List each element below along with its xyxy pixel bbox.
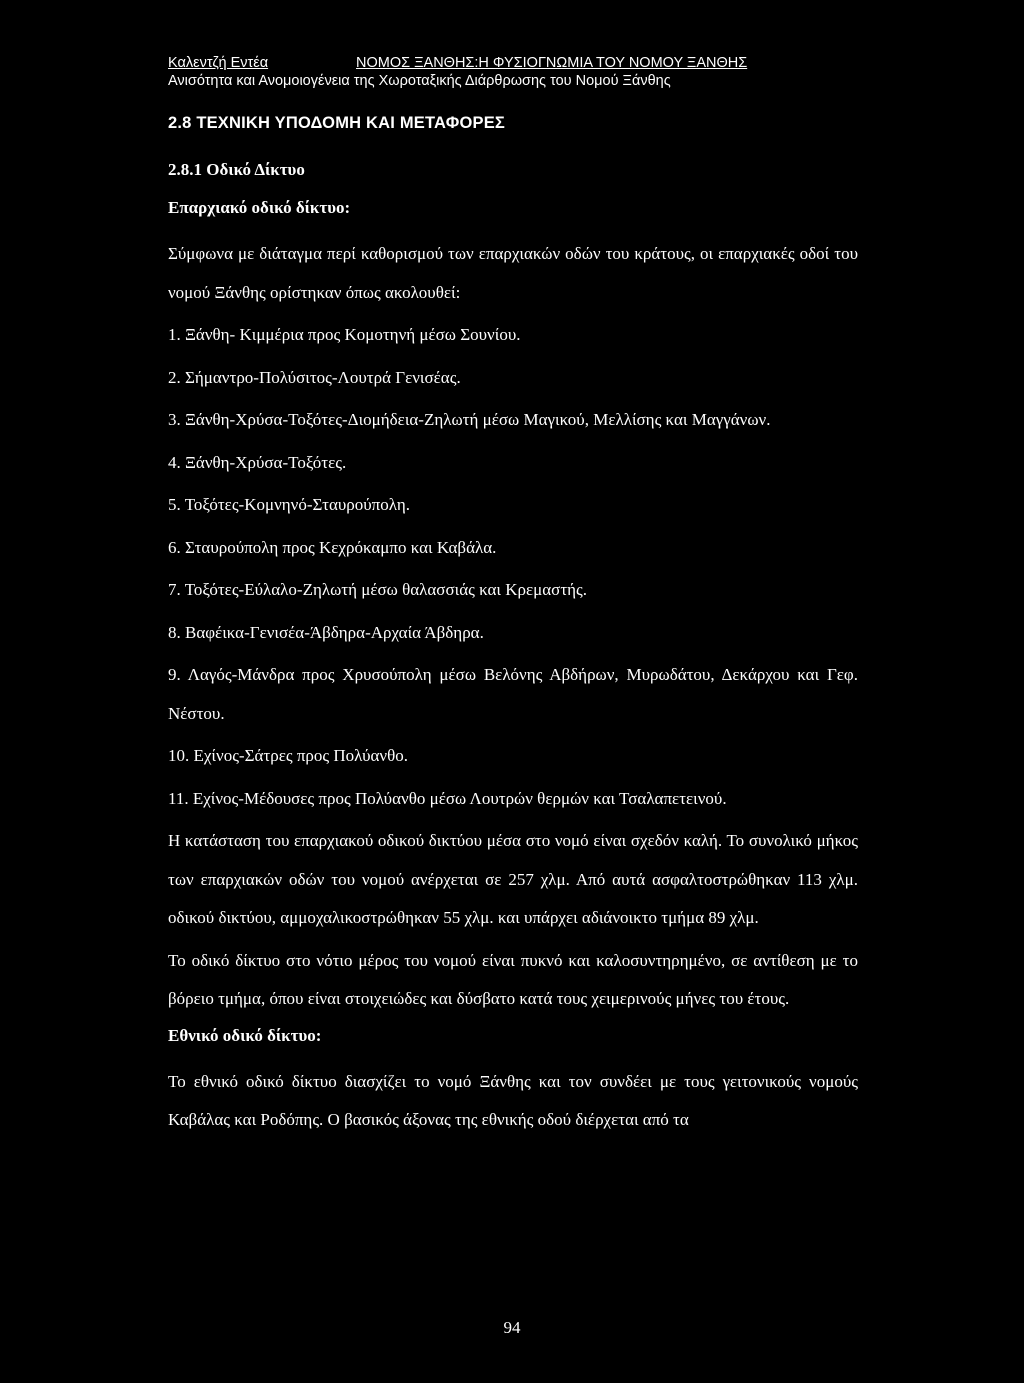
road-item: 4. Ξάνθη-Χρύσα-Τοξότες. <box>168 452 347 472</box>
road-item: 3. Ξάνθη-Χρύσα-Τοξότες-Διομήδεια-Ζηλωτή μέσω Μαγικού, Μελλίσης και Μαγγάνων. <box>168 410 771 429</box>
road-item: 10. Εχίνος-Σάτρες προς Πολύανθο. <box>168 746 408 765</box>
road-item: 11. Εχίνος-Μέδουσες προς Πολύανθο μέσω Λουτρών θερμών και Τσαλαπετεινού. <box>168 788 727 808</box>
header-document-title: ΝΟΜΟΣ ΞΑΝΘΗΣ:Η ΦΥΣΙΟΓΝΩΜΙΑ ΤΟΥ ΝΟΜΟΥ ΞΑΝΘΗΣ <box>356 55 748 71</box>
subsection-title: 2.8.1 Οδικό Δίκτυο <box>168 160 305 179</box>
page-content <box>168 112 858 1144</box>
header-author: Καλεντζή Εντέα <box>168 55 269 71</box>
regional-intro-paragraph: Σύμφωνα με διάταγμα περί καθορισμού των επαρχιακών οδών του κράτους, οι επαρχιακές οδοί του νομού Ξάνθης ορίστηκαν όπως ακολουθεί: <box>168 244 858 302</box>
road-item: 2. Σήμαντρο-Πολύσιτος-Λουτρά Γενισέας. <box>168 367 461 387</box>
regional-status-paragraph: Η κατάσταση του επαρχιακού οδικού δικτύου μέσα στο νομό είναι σχεδόν καλή. Το συνολικό μήκος των επαρχιακών οδών του νομού ανέρχεται σε 257 χλμ. Από αυτά ασφαλτοστρώθηκαν 113 χλμ. οδικού δικτύου, αμμοχαλικοστρώθηκαν 55 χλμ. και υπάρχει αδιάνοικτο τμήμα 89 χλμ. <box>168 831 858 927</box>
regional-network-heading: Επαρχιακό οδικό δίκτυο: <box>168 198 351 217</box>
national-network-heading: Εθνικό οδικό δίκτυο: <box>168 1025 322 1045</box>
road-item: 1. Ξάνθη- Κιμμέρια προς Κομοτηνή μέσω Σουνίου. <box>168 325 521 344</box>
regional-roads-list <box>168 316 858 818</box>
running-header <box>168 54 868 90</box>
page-number: 94 <box>503 1318 521 1337</box>
road-item: 5. Τοξότες-Κομνηνό-Σταυρούπολη. <box>168 495 410 514</box>
road-item: 8. Βαφέικα-Γενισέα-Άβδηρα-Αρχαία Άβδηρα. <box>168 622 484 642</box>
regional-south-paragraph: Το οδικό δίκτυο στο νότιο μέρος του νομού είναι πυκνό και καλοσυντηρημένο, σε αντίθεση με το βόρειο τμήμα, όπου είναι στοιχειώδες και δύσβατο κατά τους χειμερινούς μήνες του έτους. <box>168 950 858 1008</box>
national-network-paragraph: Το εθνικό οδικό δίκτυο διασχίζει το νομό Ξάνθης και τον συνδέει με τους γειτονικούς νομούς Καβάλας και Ροδόπης. Ο βασικός άξονας της εθνικής οδού διέρχεται από τα <box>168 1071 858 1129</box>
section-title: 2.8 ΤΕΧΝΙΚΗ ΥΠΟΔΟΜΗ ΚΑΙ ΜΕΤΑΦΟΡΕΣ <box>168 114 506 132</box>
road-item: 6. Σταυρούπολη προς Κεχρόκαμπο και Καβάλα. <box>168 537 497 557</box>
road-item: 9. Λαγός-Μάνδρα προς Χρυσούπολη μέσω Βελόνης Αβδήρων, Μυρωδάτου, Δεκάρχου και Γεφ. Νέστου. <box>168 665 858 723</box>
road-item: 7. Τοξότες-Εύλαλο-Ζηλωτή μέσω θαλασσιάς και Κρεμαστής. <box>168 580 588 599</box>
header-subtitle: Ανισότητα και Ανομοιογένεια της Χωροταξικής Διάρθρωσης του Νομού Ξάνθης <box>168 73 671 89</box>
header-top-line <box>168 54 868 72</box>
